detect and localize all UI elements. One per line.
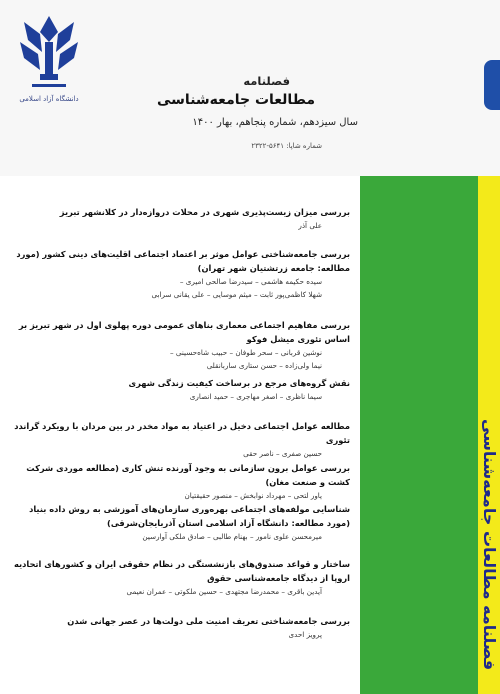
article-authors: نیما ولی‌زاده – حسن ستاری ساربانقلی xyxy=(206,361,322,370)
article-authors: علی آذر xyxy=(298,221,322,230)
article-title: بررسی میزان زیست‌پذیری شهری در محلات دروازه‌دار در کلانشهر تبریز xyxy=(59,207,350,217)
spine-title: فصلنامه مطالعات جامعه‌شناسی xyxy=(480,418,499,670)
article-title: شناسایی مولفه‌های اجتماعی بهره‌وری سازمان‌های آموزشی به روش داده بنیاد (مورد مطالعه: دانشگاه آزاد اسلامی استان آذربایجان‌شرقی) xyxy=(29,504,350,528)
article-title: بررسی عوامل برون سازمانی به وجود آورنده تنش کاری (مطالعه موردی شرکت کشت و صنعت مغان) xyxy=(26,463,350,487)
journal-type: فصلنامه xyxy=(243,74,290,88)
article-authors: پرویز احدی xyxy=(288,630,322,639)
article-authors: سیما ناظری – اصغر مهاجری – حمید انصاری xyxy=(189,392,322,401)
article-entry xyxy=(8,614,350,641)
article-title: بررسی مفاهیم اجتماعی معماری بناهای عمومی دوره پهلوی اول در شهر تبریز بر اساس تئوری میشل فوکو xyxy=(18,320,350,344)
back-cover-corner xyxy=(484,60,500,110)
article-authors: آیدین باقری – محمدرضا مجتهدی – حسین ملکوتی – عمران نعیمی xyxy=(126,587,322,596)
article-entry xyxy=(8,247,350,301)
article-authors: حسین صفری – ناصر حقی xyxy=(243,449,322,458)
journal-issn: شماره شاپا: ۵۶۴۱-۲۳۲۲ xyxy=(251,142,322,150)
article-entry xyxy=(8,376,350,403)
article-entry xyxy=(8,557,350,598)
article-entry xyxy=(8,419,350,460)
journal-title: مطالعات جامعه‌شناسی xyxy=(157,92,315,108)
article-entry xyxy=(8,205,350,232)
article-authors: سیده حکیمه هاشمی – سیدرضا صالحی امیری – xyxy=(179,277,322,286)
article-entry xyxy=(8,502,350,543)
article-title: ساختار و قواعد صندوق‌های بازنشستگی در نظام حقوقی ایران و کشورهای اتحادیه اروپا از دیدگاه جامعه‌شناسی حقوق xyxy=(13,559,350,583)
article-title: بررسی جامعه‌شناختی تعریف امنیت ملی دولت‌ها در عصر جهانی شدن xyxy=(67,616,350,626)
article-entry xyxy=(8,318,350,372)
article-authors: میرمحسن علوی نامور – بهنام طالبی – صادق ملکی آوارسین xyxy=(142,532,322,541)
article-title: بررسی جامعه‌شناختی عوامل موثر بر اعتماد اجتماعی اقلیت‌های دینی کشور (مورد مطالعه: جامعه زرتشتیان شهر تهران) xyxy=(16,249,350,273)
article-title: نقش گروه‌های مرجع در برساخت کیفیت زندگی شهری xyxy=(128,378,350,388)
article-authors: یاور لتحی – مهرداد نوابخش – منصور حقیقتیان xyxy=(184,491,322,500)
article-authors: نوشین قربانی – سحر طوفان – حبیب شاه‌حسینی – xyxy=(170,348,322,357)
logo-caption: دانشگاه آزاد اسلامی xyxy=(19,95,79,103)
article-entry xyxy=(8,461,350,502)
article-authors: شهلا کاظمی‌پور ثابت – میثم موسایی – علی یقانی سرابی xyxy=(151,290,322,299)
cover-header xyxy=(0,0,500,176)
journal-issue: سال سیزدهم، شماره پنجاهم، بهار ۱۴۰۰ xyxy=(192,117,358,128)
article-title: مطالعه عوامل اجتماعی دخیل در اعتیاد به مواد مخدر در بین مردان با رویکرد گراندد تئوری xyxy=(14,421,350,445)
